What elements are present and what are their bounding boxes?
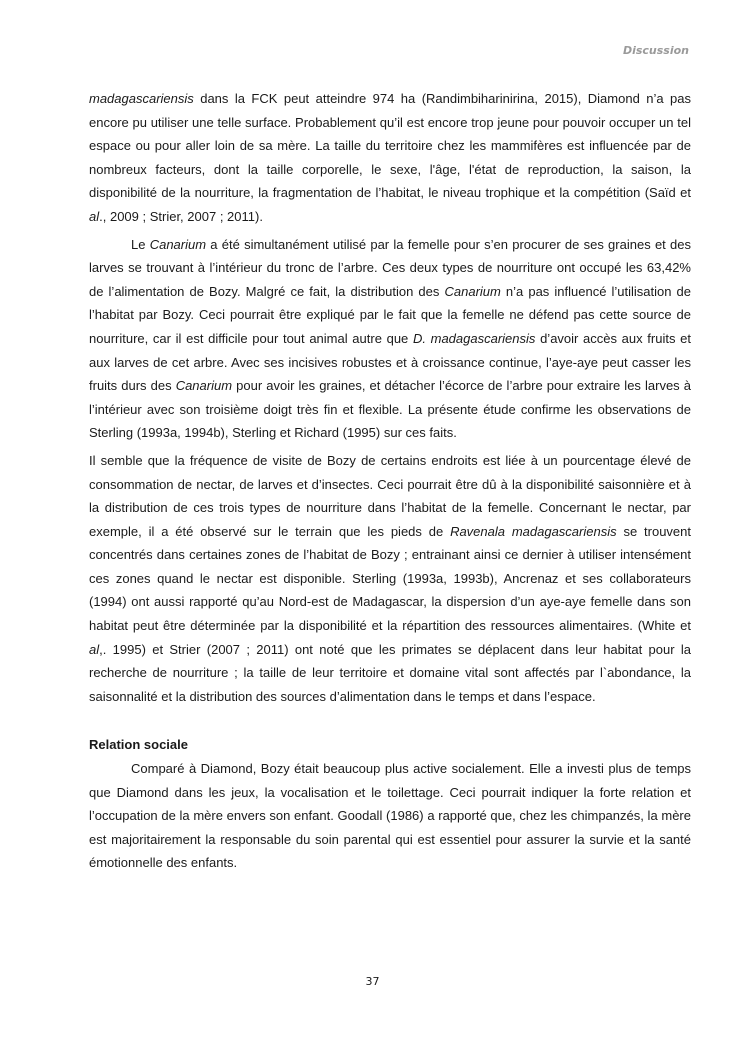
text-run: ,. 1995) et Strier (2007 ; 2011) ont noté que les primates se déplacent dans leur habitat pour la recherche de nourriture ; la taille de leur territoire et domaine vital sont affectés par l`abondance, la saisonnalité et la distribution des sources d’alimentation dans le temps et dans l’espace. xyxy=(89,641,691,704)
text-run: dans la FCK peut atteindre 974 ha (Randimbiharinirina, 2015), Diamond n’a pas encore pu utiliser une telle surface. Probablement qu’il est encore trop jeune pour pouvoir occuper un tel espace ou pour aller loin de sa mère. La taille du territoire chez les mammifères est influencée par de nombreux facteurs, dont la taille corporelle, le sexe, l'âge, l'état de reproduction, la saison, la disponibilité de la nourriture, la fragmentation de l’habitat, le niveau trophique et la compétition (Saïd et xyxy=(89,91,691,201)
italic-term: D. madagascariensis xyxy=(412,330,536,346)
text-run: pour avoir les graines, et détacher l’écorce de l’arbre pour extraire les larves à l’intérieur avec son troisième doigt très fin et flexible. La présente étude confirme les observations de Sterling (1993a, 1994b), Sterling et Richard (1995) sur ces faits. xyxy=(89,378,691,441)
text-run: n’a pas influencé l’utilisation de l’habitat par Bozy. Ceci pourrait être expliqué par le fait que la femelle ne défend pas cette source de nourriture, car il est difficile pour tout animal autre que xyxy=(89,283,692,346)
page-body xyxy=(89,87,691,875)
italic-term: Canarium xyxy=(444,283,501,299)
italic-term: madagascariensis xyxy=(89,91,194,106)
text-run: d’avoir accès aux fruits et aux larves de cet arbre. Avec ses incisives robustes et à croissance continue, l’aye-aye peut casser les fruits durs des xyxy=(89,330,691,394)
text-run: Le xyxy=(131,236,150,252)
text-run: se trouvent concentrés dans certaines zones de l’habitat de Bozy ; entrainant ainsi ce dernier à utiliser intensément ces zones quand le nectar est disponible. Sterling (1993a, 1993b), Ancrenaz et ses collaborateurs (1994) ont aussi rapporté qu’au Nord-est de Madagascar, la dispersion d’un aye-aye femelle dans son habitat peut être déterminée par la disponibilité et la répartition des ressources alimentaires. (White et xyxy=(89,523,691,634)
text-run: a été simultanément utilisé par la femelle pour s’en procurer de ses graines et des larves se trouvant à l’intérieur du tronc de l’arbre. Ces deux types de nourriture ont occupé les 63,42% de l’alimentation de Bozy. Malgré ce fait, la distribution des xyxy=(89,236,691,299)
paragraph-visit-frequency xyxy=(89,449,691,709)
italic-term: Canarium xyxy=(175,378,233,394)
section-heading-relation-sociale: Relation sociale xyxy=(89,737,188,753)
italic-term: Canarium xyxy=(149,236,207,252)
text-run: Il semble que la fréquence de visite de Bozy de certains endroits est liée à un pourcentage élevé de consommation de nectar, de larves et d’insectes. Ceci pourrait être dû à la disponibilité saisonnière et à la distribution de ces trois types de nourriture dans l’habitat de la femelle. Concernant le nectar, par exemple, il a été observé sur le terrain que les pieds de xyxy=(89,452,691,539)
text-run: ., 2009 ; Strier, 2007 ; 2011). xyxy=(99,208,263,224)
italic-term: al xyxy=(89,641,100,657)
paragraph-canarium xyxy=(89,233,691,445)
page-number: 37 xyxy=(365,975,380,988)
paragraph-relation-sociale: Comparé à Diamond, Bozy était beaucoup plus active socialement. Elle a investi plus de temps que Diamond dans les jeux, la vocalisation et le toilettage. Ceci pourrait indiquer la forte relation et l’occupation de la mère envers son enfant. Goodall (1986) a rapporté que, chez les chimpanzés, la mère est majoritairement la responsable du soin parental qui est essentiel pour assurer la survie et la santé émotionnelle des enfants. xyxy=(89,761,691,871)
italic-term: Ravenala madagascariensis xyxy=(450,523,617,539)
running-header: Discussion xyxy=(622,44,689,57)
italic-term: al xyxy=(89,208,100,224)
paragraph-territory xyxy=(89,87,691,229)
